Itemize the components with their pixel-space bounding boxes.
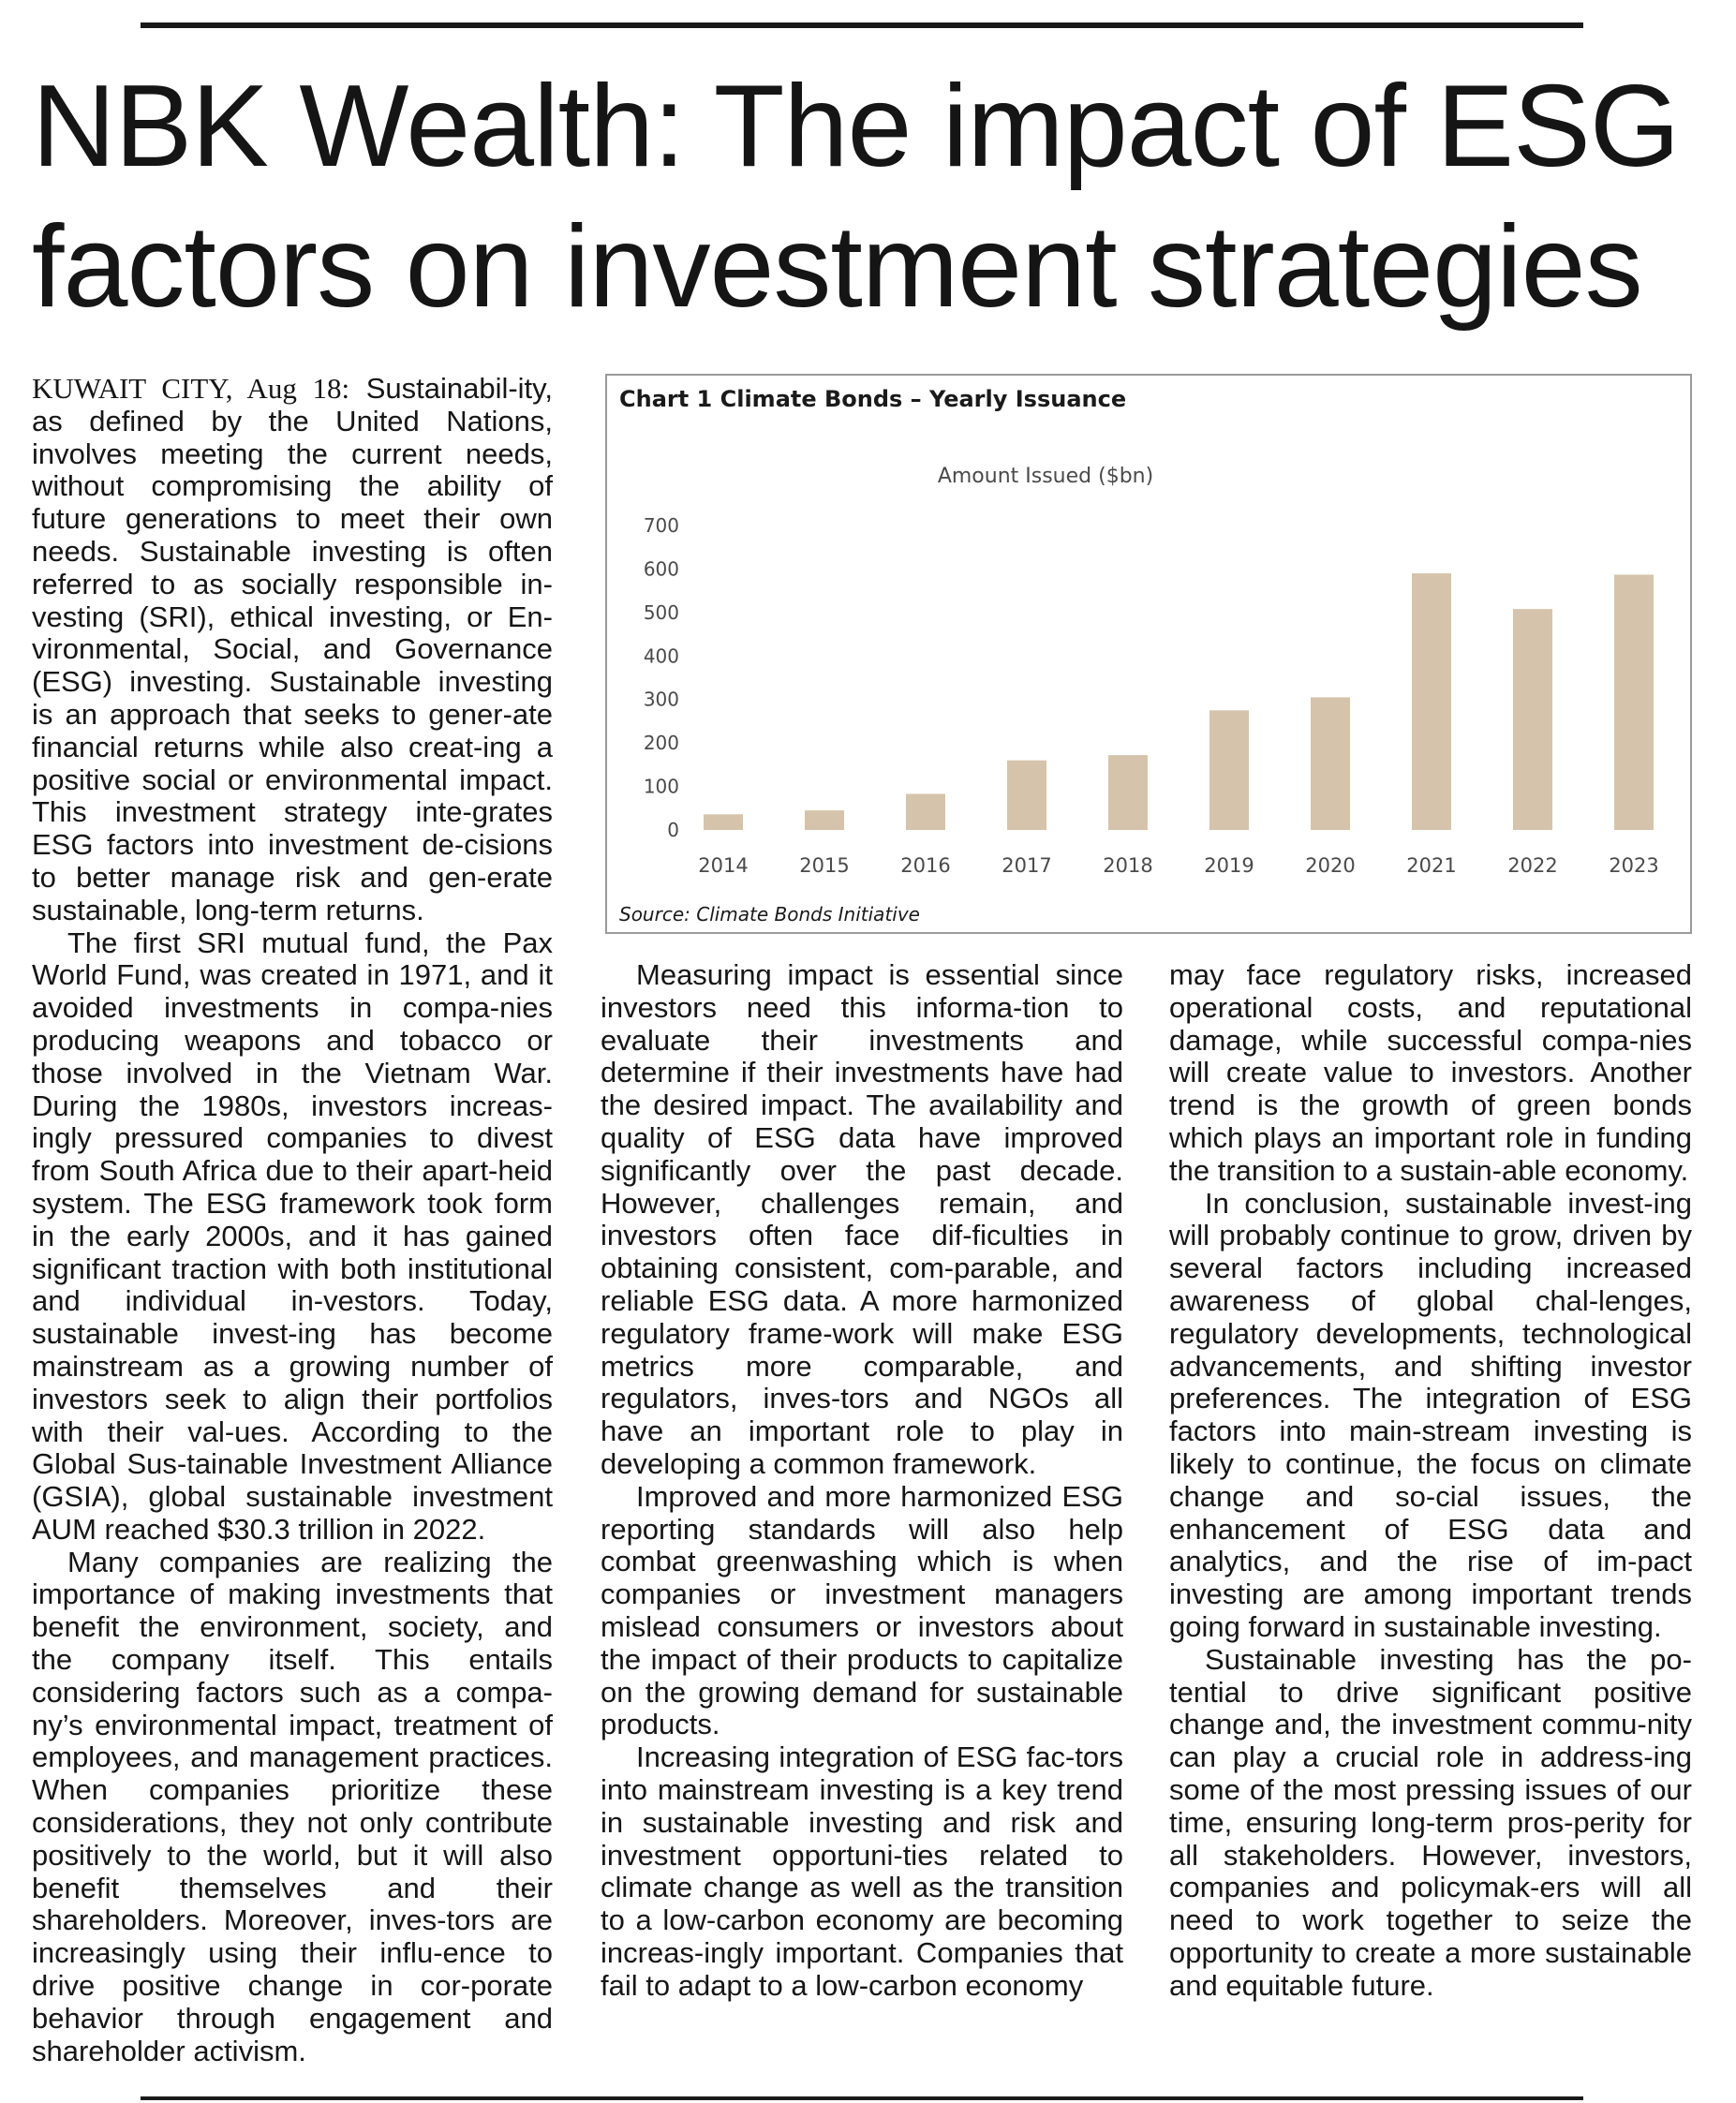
- x-tick-label: 2020: [1305, 854, 1356, 877]
- headline-line-2: factors on investment strategies: [32, 202, 1642, 332]
- headline-line-1: NBK Wealth: The impact of ESG: [32, 62, 1680, 191]
- bottom-rule: [141, 2096, 1583, 2100]
- article-column-3: [1169, 959, 1692, 2003]
- bar-2022: [1513, 609, 1552, 830]
- bar-2017: [1007, 761, 1046, 830]
- y-tick-label: 0: [667, 819, 679, 841]
- top-rule: [141, 22, 1583, 28]
- article-paragraph: In conclusion, sustainable invest-ing will probably continue to grow, driven by several factors including increased awareness of global chal-lenges, regulatory developments, technological advancements, and shifting investor preferences. The integration of ESG factors into main-stream investing is likely to continue, the focus on climate change and so-cial issues, the enhancement of ESG data and analytics, and the rise of im-pact investing are among important trends going forward in sustainable investing.: [1169, 1186, 1692, 1643]
- article-paragraph: Increasing integration of ESG fac-tors into mainstream investing is a key trend in sustainable investing and risk and investment opportuni-ties related to climate change as well as the transition to a low-carbon economy are becoming increas-ingly important. Companies that fail to adapt to a low-carbon economy: [601, 1740, 1123, 2002]
- x-tick-label: 2016: [900, 854, 951, 877]
- x-tick-label: 2018: [1103, 854, 1153, 877]
- article-paragraph: Measuring impact is essential since investors need this informa-tion to evaluate their investments and determine if their investments have had the desired impact. The availability and quality of ESG data have improved significantly over the past decade. However, challenges remain, and investors often face dif-ficulties in obtaining consistent, com-parable, and reliable ESG data. A more harmonized regulatory frame-work will make ESG metrics more comparable, and regulators, inves-tors and NGOs all have an important role to play in developing a common framework.: [601, 958, 1123, 1480]
- x-tick-label: 2017: [1002, 854, 1052, 877]
- bar-series: [704, 573, 1654, 830]
- article-column-1: [32, 373, 553, 2067]
- x-axis-ticks: [698, 854, 1658, 877]
- y-tick-label: 300: [643, 688, 679, 711]
- chart-box: [605, 374, 1692, 934]
- x-tick-label: 2015: [799, 854, 850, 877]
- bar-2018: [1108, 755, 1148, 830]
- article-paragraph-continued: may face regulatory risks, increased operational costs, and reputational damage, while successful compa-nies will create value to investors. Another trend is the growth of green bonds which plays an important role in funding the transition to a sustain-able economy.: [1169, 958, 1692, 1187]
- headline: [32, 56, 1709, 337]
- article-paragraph: The first SRI mutual fund, the Pax World Fund, was created in 1971, and it avoided investments in compa-nies producing weapons and tobacco or those involved in the Vietnam War. During the 1980s, investors increas-ingly pressured companies to divest from South Africa due to their apart-heid system. The ESG framework took form in the early 2000s, and it has gained significant traction with both institutional and individual in-vestors. Today, sustainable invest-ing has become mainstream as a growing number of investors seek to align their portfolios with their val-ues. According to the Global Sus-tainable Investment Alliance (GSIA), global sustainable investment AUM reached $30.3 trillion in 2022.: [32, 926, 553, 1546]
- bar-2016: [906, 793, 945, 830]
- bar-2023: [1614, 574, 1654, 830]
- dateline: KUWAIT CITY, Aug 18:: [32, 372, 350, 405]
- y-axis-ticks: [644, 514, 679, 841]
- x-tick-label: 2014: [698, 854, 749, 877]
- bar-2014: [704, 814, 743, 830]
- y-tick-label: 100: [643, 775, 679, 798]
- x-tick-label: 2019: [1204, 854, 1254, 877]
- y-tick-label: 600: [643, 557, 679, 581]
- article-column-2: [601, 959, 1123, 2003]
- bar-2015: [805, 810, 844, 830]
- y-tick-label: 700: [643, 514, 679, 537]
- y-tick-label: 500: [643, 600, 679, 624]
- x-tick-label: 2021: [1406, 854, 1457, 877]
- article-paragraph: [32, 373, 553, 927]
- x-tick-label: 2023: [1609, 854, 1659, 877]
- chart-source: Source: Climate Bonds Initiative: [619, 903, 920, 926]
- bar-2019: [1209, 710, 1249, 830]
- chart-subtitle: Amount Issued ($bn): [937, 465, 1154, 488]
- bar-2020: [1311, 697, 1350, 830]
- article-paragraph: Many companies are realizing the importance of making investments that benefit the environment, society, and the company itself. This entails considering factors such as a compa-ny’s environmental impact, treatment of employees, and management practices. When companies prioritize these considerations, they not only contribute positively to the world, but it will also benefit themselves and their shareholders. Moreover, inves-tors are increasingly using their influ-ence to drive positive change in cor-porate behavior through engagement and shareholder activism.: [32, 1545, 553, 2067]
- y-tick-label: 200: [643, 732, 679, 755]
- x-tick-label: 2022: [1507, 854, 1558, 877]
- article-paragraph: Sustainable investing has the po-tential to drive significant positive change and, the investment commu-nity can play a crucial role in address-ing some of the most pressing issues of our time, ensuring long-term pros-perity for all stakeholders. However, investors, companies and policymak-ers will all need to work together to seize the opportunity to create a more sustainable and equitable future.: [1169, 1642, 1692, 2002]
- y-tick-label: 400: [643, 644, 679, 668]
- bar-2021: [1412, 573, 1451, 830]
- paragraph-text: Sustainabil-ity, as defined by the United Nations, involves meeting the current needs, without compromising the ability of future generations to meet their own needs. Sustainable investing is often referred to as socially responsible in-vesting (SRI), ethical investing, or En-vironmental, Social, and Governance (ESG) investing. Sustainable investing is an approach that seeks to gener-ate financial returns while also creat-ing a positive social or environmental impact. This investment strategy inte-grates ESG factors into investment de-cisions to better manage risk and gen-erate sustainable, long-term returns.: [32, 372, 553, 926]
- chart-title: Chart 1 Climate Bonds – Yearly Issuance: [619, 386, 1127, 412]
- article-paragraph: Improved and more harmonized ESG reporting standards will also help combat greenwashing which is when companies or investment managers mislead consumers or investors about the impact of their products to capitalize on the growing demand for sustainable products.: [601, 1479, 1123, 1741]
- bar-chart: [607, 376, 1690, 932]
